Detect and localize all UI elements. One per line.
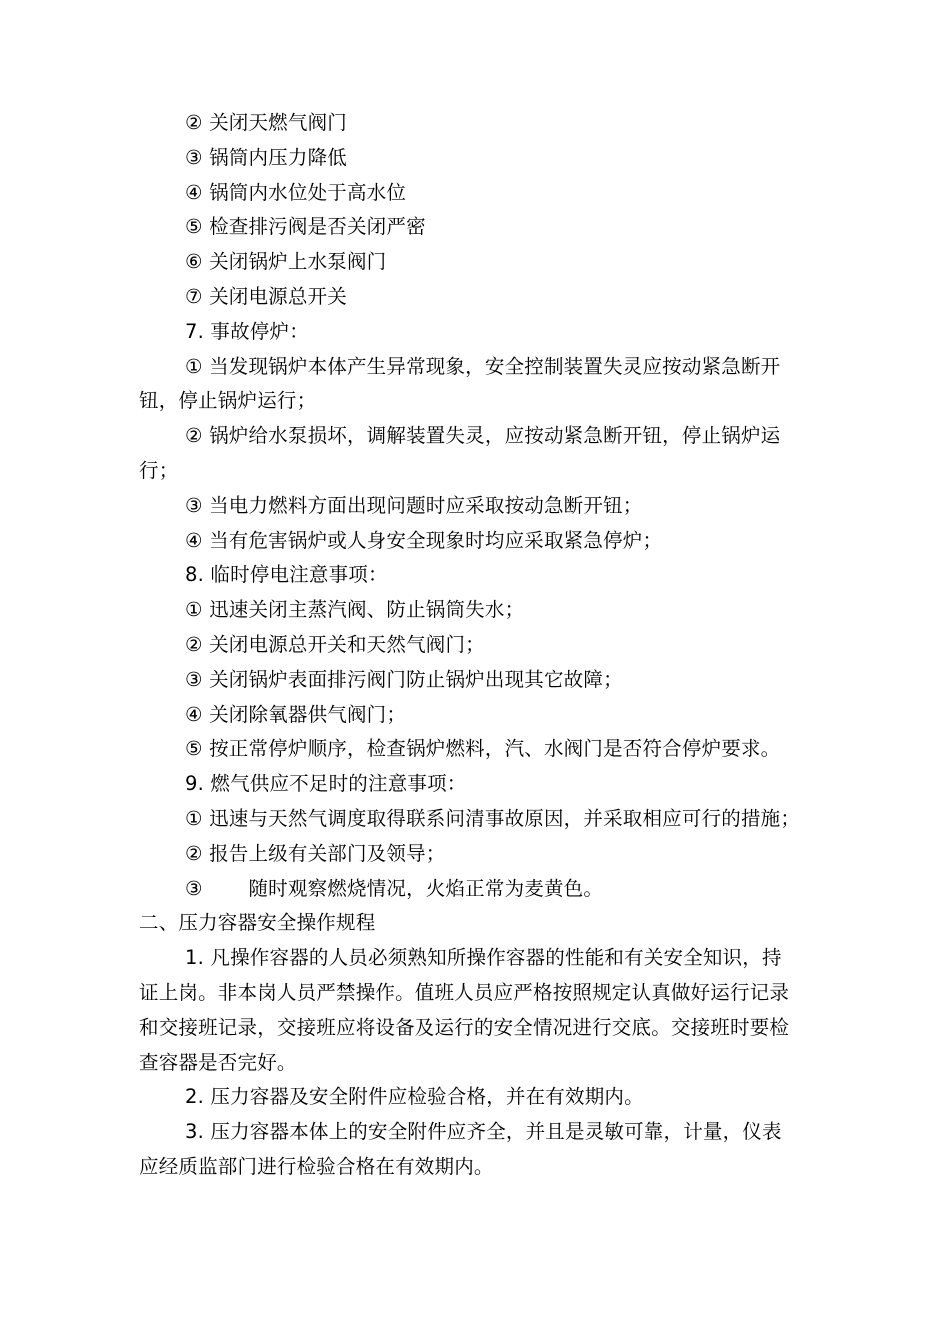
text-line: 行； (139, 458, 179, 482)
text-line: ④ 当有危害锅炉或人身安全现象时均应采取紧急停炉； (185, 528, 663, 552)
section-heading: 8. 临时停电注意事项： (185, 563, 388, 587)
text-line: 应经质监部门进行检验合格在有效期内。 (139, 1154, 494, 1178)
document-body (139, 106, 811, 1185)
text-line: ③ 锅筒内压力降低 (185, 145, 347, 169)
text-line: ① 迅速与天然气调度取得联系问清事故原因，并采取相应可行的措施； (185, 806, 801, 830)
text-line: ② 关闭天燃气阀门 (185, 111, 347, 134)
text-line: ④ 锅筒内水位处于高水位 (185, 180, 407, 204)
text-line: ② 关闭电源总开关和天然气阀门； (185, 632, 485, 656)
text-line: ① 当发现锅炉本体产生异常现象，安全控制装置失灵应按动紧急断开 (185, 354, 781, 378)
text-line: ② 报告上级有关部门及领导； (185, 841, 446, 865)
text-line: 证上岗。非本岗人员严禁操作。值班人员应严格按照规定认真做好运行记录 (139, 980, 790, 1004)
text-line: ③ 关闭锅炉表面排污阀门防止锅炉出现其它故障； (185, 667, 623, 691)
text-line: 和交接班记录，交接班应将设备及运行的安全情况进行交底。交接班时要检 (139, 1015, 790, 1039)
text-line: 查容器是否完好。 (139, 1050, 297, 1074)
text-line: ④ 关闭除氧器供气阀门； (185, 702, 407, 726)
text-line: 1. 凡操作容器的人员必须熟知所操作容器的性能和有关安全知识，持 (185, 946, 782, 970)
text-line: ⑤ 检查排污阀是否关闭严密 (185, 215, 426, 239)
chapter-heading: 二、压力容器安全操作规程 (139, 911, 376, 935)
text-line: 2. 压力容器及安全附件应检验合格，并在有效期内。 (185, 1085, 644, 1109)
section-heading: 7. 事故停炉： (185, 319, 309, 343)
text-line: ③ 当电力燃料方面出现问题时应采取按动急断开钮； (185, 493, 643, 517)
text-line: ⑤ 按正常停炉顺序，检查锅炉燃料，汽、水阀门是否符合停炉要求。 (185, 737, 781, 761)
text-line: 钮，停止锅炉运行； (139, 389, 317, 413)
text-line: ① 迅速关闭主蒸汽阀、防止锅筒失水； (185, 598, 525, 622)
text-line: ⑦ 关闭电源总开关 (185, 284, 347, 308)
section-heading: 9. 燃气供应不足时的注意事项： (185, 772, 467, 796)
text-line: 3. 压力容器本体上的安全附件应齐全，并且是灵敏可靠，计量，仪表 (185, 1120, 782, 1144)
text-line: ⑥ 关闭锅炉上水泵阀门 (185, 250, 387, 274)
text-line: ③ 随时观察燃烧情况，火焰正常为麦黄色。 (185, 876, 604, 900)
text-line: ② 锅炉给水泵损坏，调解装置失灵，应按动紧急断开钮，停止锅炉运 (185, 424, 781, 448)
